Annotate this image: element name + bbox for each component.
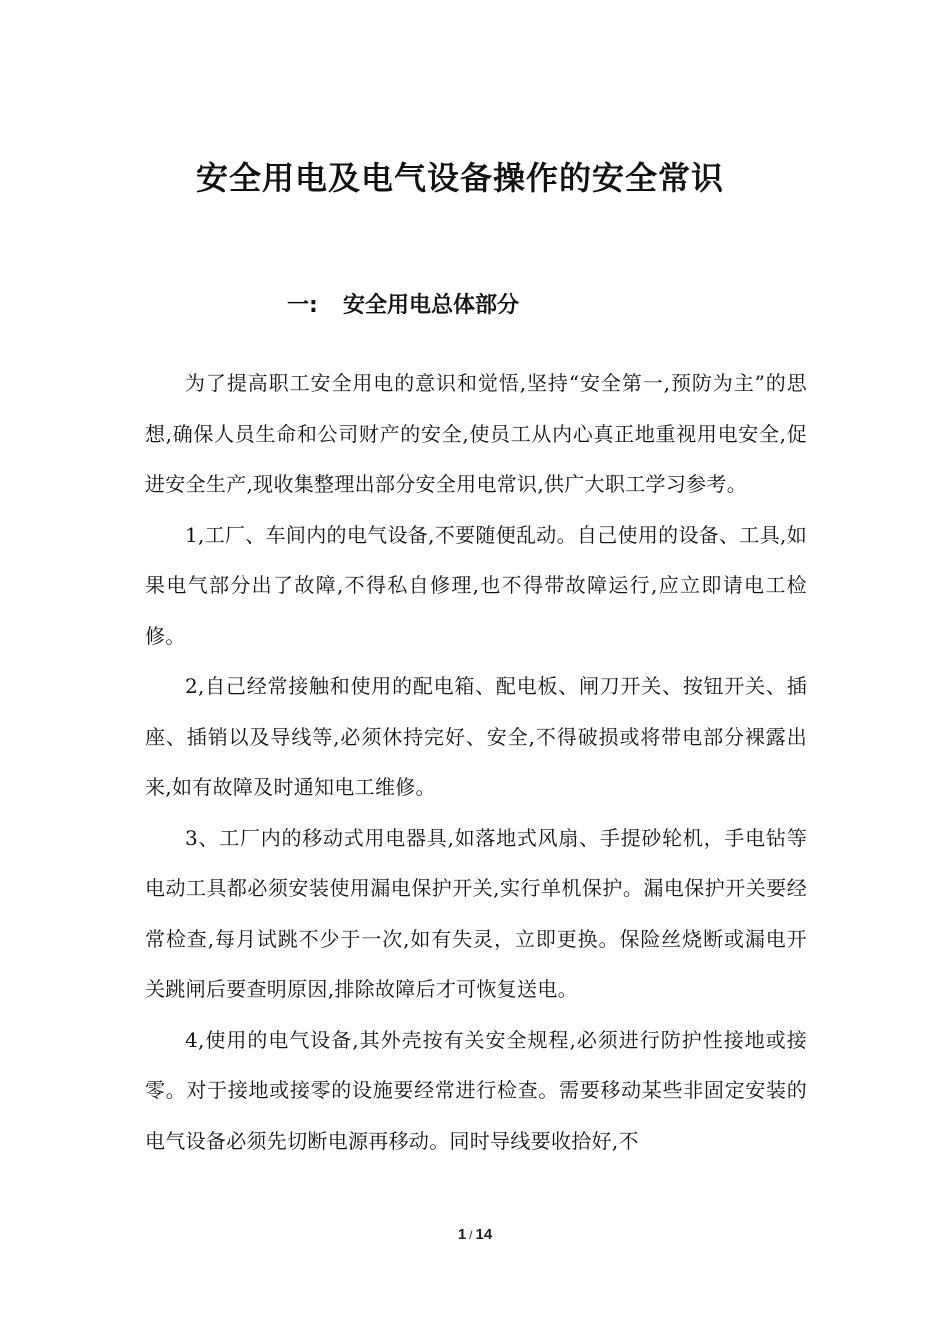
page-total: 14 xyxy=(475,1226,493,1243)
paragraph-item-4: 4,使用的电气设备,其外壳按有关安全规程,必须进行防护性接地或接零。对于接地或接零的设施要经常进行检查。需要移动某些非固定安装的电气设备必须先切断电源再移动。同时导线要收拾好,不 xyxy=(145,1027,807,1153)
paragraph-item-1: 1,工厂、车间内的电气设备,不要随便乱动。自己使用的设备、工具,如果电气部分出了故障,不得私自修理,也不得带故障运行,应立即请电工检修。 xyxy=(145,522,807,648)
page-number xyxy=(0,1226,950,1243)
section-number: 一: xyxy=(287,293,318,318)
paragraph-item-3: 3、工厂内的移动式用电器具,如落地式风扇、手提砂轮机，手电钻等电动工具都必须安装使用漏电保护开关,实行单机保护。漏电保护开关要经常检查,每月试跳不少于一次,如有失灵，立即更换。保险丝烧断或漏电开关跳闸后要查明原因,排除故障后才可恢复送电。 xyxy=(145,825,807,1001)
section-heading xyxy=(287,286,519,326)
document-body xyxy=(145,358,807,1166)
page-separator: / xyxy=(469,1228,473,1242)
section-title: 安全用电总体部分 xyxy=(343,293,520,318)
page-current: 1 xyxy=(457,1226,467,1243)
paragraph-item-2: 2,自己经常接触和使用的配电箱、配电板、闸刀开关、按钮开关、插座、插销以及导线等,必须休持完好、安全,不得破损或将带电部分裸露出来,如有故障及时通知电工维修。 xyxy=(145,674,807,799)
intro-paragraph: 为了提高职工安全用电的意识和觉悟,坚持“安全第一,预防为主”的思想,确保人员生命和公司财产的安全,使员工从内心真正地重视用电安全,促进安全生产,现收集整理出部分安全用电常识,供广大职工学习参考。 xyxy=(145,371,807,496)
document-title: 安全用电及电气设备操作的安全常识 xyxy=(195,159,724,197)
